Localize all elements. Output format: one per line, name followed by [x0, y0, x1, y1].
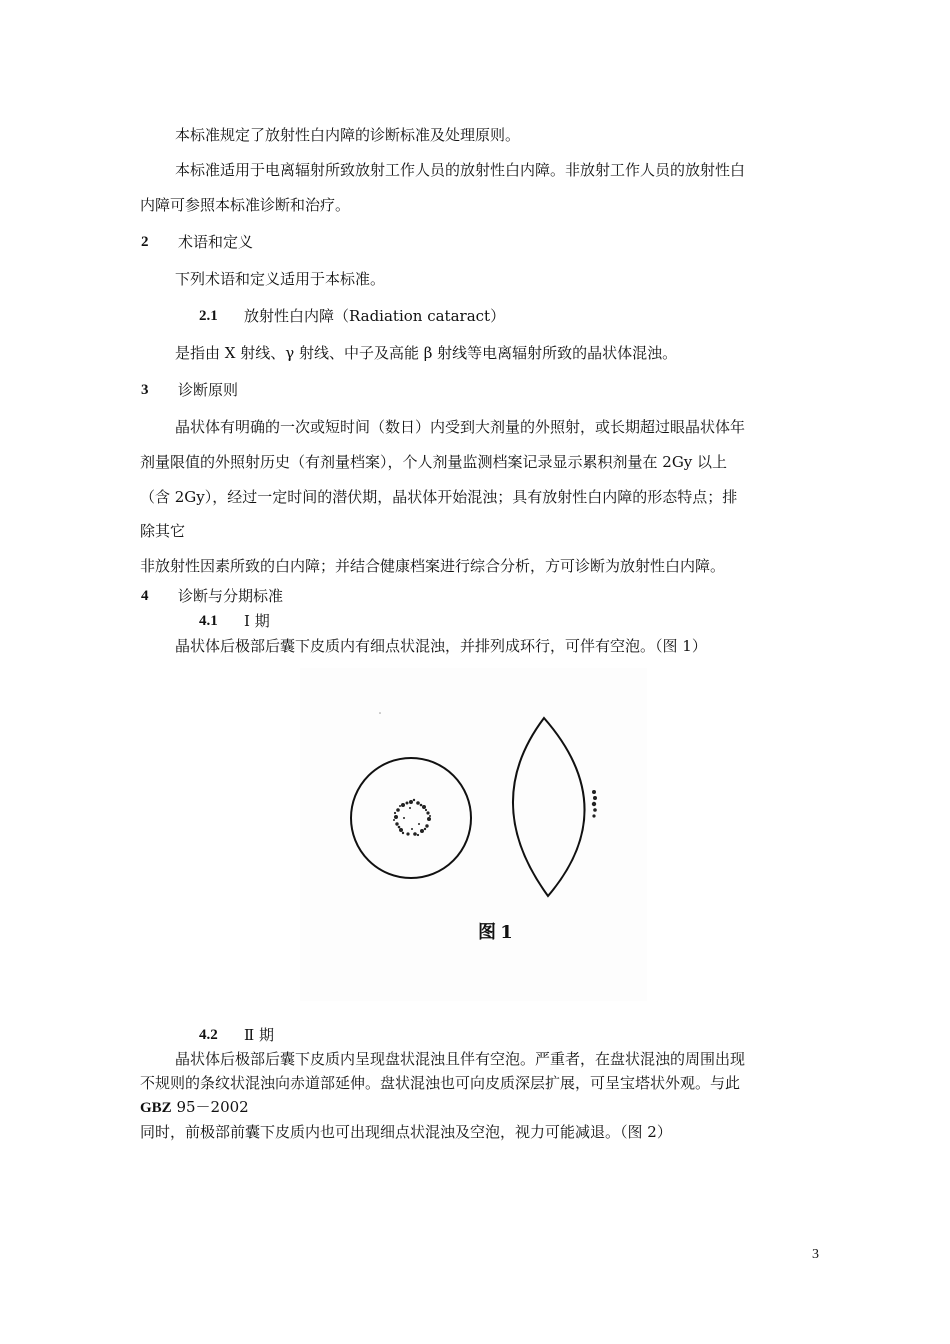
section-3-line4: 除其它: [140, 522, 186, 540]
section-4-number: 4: [141, 588, 149, 604]
section-3-line5: 非放射性因素所致的白内障；并结合健康档案进行综合分析，方可诊断为放射性白内障。: [140, 557, 726, 575]
section-2-intro: 下列术语和定义适用于本标准。: [175, 270, 386, 288]
figure-1-drawing: [300, 668, 647, 1001]
section-3-number: 3: [141, 382, 149, 398]
lens-front-view: [351, 758, 471, 878]
section-3-line3: （含 2Gy），经过一定时间的潜伏期，晶状体开始混浊；具有放射性白内障的形态特点；排: [140, 488, 738, 506]
section-3-line1: 晶状体有明确的一次或短时间（数日）内受到大剂量的外照射，或长期超过眼晶状体年: [175, 418, 746, 436]
section-4-2-line2: 不规则的条纹状混浊向赤道部延伸。盘状混浊也可向皮质深层扩展，可呈宝塔状外观。与此: [140, 1074, 741, 1092]
paragraph-applicability-line1: 本标准适用于电离辐射所致放射工作人员的放射性白内障。非放射工作人员的放射性白: [175, 161, 746, 179]
standard-code-number: 95－2002: [171, 1098, 249, 1116]
section-2-title: 术语和定义: [178, 233, 254, 251]
section-4-1-title: Ⅰ 期: [244, 612, 270, 630]
page-number: 3: [812, 1247, 819, 1262]
section-4-2-number: 4.2: [199, 1027, 218, 1043]
section-4-2-line3: 同时，前极部前囊下皮质内也可出现细点状混浊及空泡，视力可能减退。（图 2）: [140, 1123, 672, 1141]
posterior-opacity: [592, 790, 597, 818]
paragraph-applicability-line2: 内障可参照本标准诊断和治疗。: [140, 196, 351, 214]
standard-code-prefix: GBZ: [140, 1100, 172, 1116]
section-4-2-title: Ⅱ 期: [244, 1026, 274, 1044]
section-4-title: 诊断与分期标准: [178, 587, 284, 605]
scan-speck: [379, 712, 381, 714]
lens-side-view: [513, 718, 585, 896]
figure-1: [300, 668, 647, 1001]
section-2-1-title: 放射性白内障（Radiation cataract）: [244, 307, 506, 325]
opacity-ring: [393, 799, 431, 836]
section-2-number: 2: [141, 234, 149, 250]
figure-1-caption: 图 1: [478, 922, 512, 943]
standard-code: [140, 1097, 249, 1118]
section-3-title: 诊断原则: [178, 381, 239, 399]
section-2-1-definition: 是指由 X 射线、γ 射线、中子及高能 β 射线等电离辐射所致的晶状体混浊。: [175, 344, 678, 362]
paragraph-scope: 本标准规定了放射性白内障的诊断标准及处理原则。: [175, 126, 521, 144]
section-4-1-number: 4.1: [199, 613, 218, 629]
section-2-1-number: 2.1: [199, 308, 218, 324]
section-3-line2: 剂量限值的外照射历史（有剂量档案），个人剂量监测档案记录显示累积剂量在 2Gy 以上: [140, 453, 728, 471]
section-4-2-line1: 晶状体后极部后囊下皮质内呈现盘状混浊且伴有空泡。严重者，在盘状混浊的周围出现: [175, 1050, 746, 1068]
section-4-1-text: 晶状体后极部后囊下皮质内有细点状混浊，并排列成环行，可伴有空泡。（图 1）: [175, 637, 707, 655]
